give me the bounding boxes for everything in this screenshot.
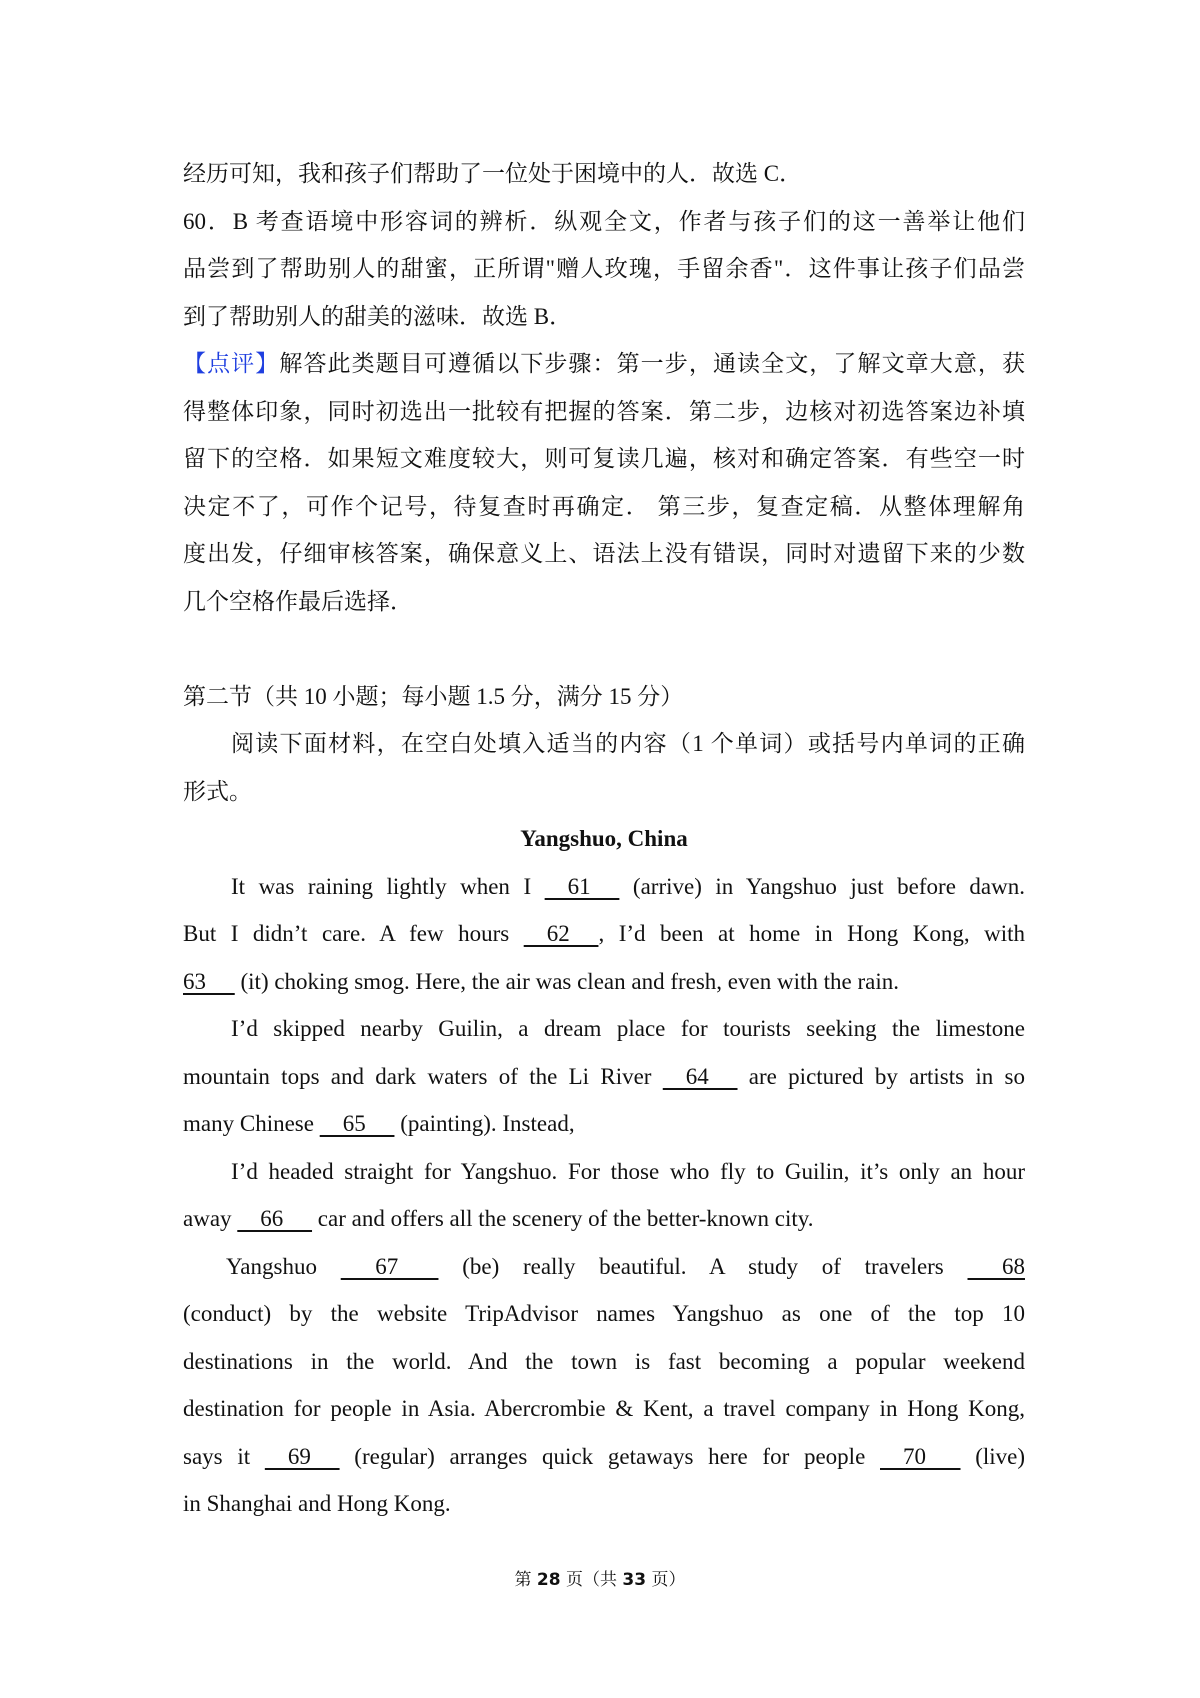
spacer [183, 625, 1025, 673]
passage-line: Yangshuo 67 (be) really beautiful. A study of travelers 68 [183, 1243, 1025, 1291]
current-page-number: 28 [536, 1570, 561, 1590]
passage-line: in Shanghai and Hong Kong. [183, 1491, 451, 1516]
answer-59-tail: 经历可知，我和孩子们帮助了一位处于困境中的人．故选 C． [183, 161, 803, 186]
passage-line: (conduct) by the website TripAdvisor names Yangshuo as one of the top 10 [183, 1301, 1025, 1326]
page-footer: 第 28 页（共 33 页） [514, 1570, 686, 1590]
section-instruction: 阅读下面材料，在空白处填入适当的内容（1 个单词）或括号内单词的正确 [231, 731, 1025, 756]
blank-63: 63 [183, 968, 235, 994]
passage-line: destination for people in Asia. Abercrombie & Kent, a travel company in Hong Kong, [183, 1396, 1025, 1421]
comment-line: 决定不了，可作个记号，待复查时再确定． 第三步，复查定稿．从整体理解角 [183, 493, 1025, 519]
blank-61: 61 [544, 873, 620, 899]
passage-line: It was raining lightly when I 61 (arrive) in Yangshuo just before dawn. [183, 863, 1025, 911]
passage-line: away 66 car and offers all the scenery of the better-known city. [183, 1195, 1025, 1243]
blank-70: 70 [880, 1443, 961, 1469]
blank-62: 62 [523, 921, 599, 946]
comment-line: 得整体印象，同时初选出一批较有把握的答案．第二步，边核对初选答案边补填 [183, 398, 1025, 424]
blank-65: 65 [319, 1111, 395, 1136]
passage-line: mountain tops and dark waters of the Li River 64 are pictured by artists in so [183, 1053, 1025, 1101]
passage-line: many Chinese 65 (painting). Instead, [183, 1100, 1025, 1148]
section-heading: 第二节（共 10 小题；每小题 1.5 分，满分 15 分） [183, 683, 684, 709]
comment-text: 解答此类题目可遵循以下步骤：第一步，通读全文，了解文章大意，获 [279, 351, 1026, 376]
answer-60-line: 品尝到了帮助别人的甜蜜，正所谓"赠人玫瑰，手留余香"．这件事让孩子们品尝 [183, 256, 1025, 281]
passage-line: I’d skipped nearby Guilin, a dream place for tourists seeking the limestone [231, 1016, 1025, 1041]
passage-line: I’d headed straight for Yangshuo. For those who fly to Guilin, it’s only an hour [231, 1158, 1025, 1184]
total-page-count: 33 [622, 1570, 647, 1590]
passage-title: Yangshuo, China [520, 826, 688, 851]
comment-label: 【点评】 [183, 351, 280, 376]
passage-line: But I didn’t care. A few hours 62 , I’d been at home in Hong Kong, with [183, 910, 1025, 958]
document-page [183, 150, 1025, 1528]
answer-60-line: 60．B 考查语境中形容词的辨析．纵观全文，作者与孩子们的这一善举让他们 [183, 208, 1025, 234]
blank-68: 68 [967, 1253, 1025, 1279]
passage-line: destinations in the world. And the town is fast becoming a popular weekend [183, 1348, 1025, 1374]
passage-line: says it 69 (regular) arranges quick getaways here for people 70 (live) [183, 1433, 1025, 1481]
comment-line: 度出发，仔细审核答案，确保意义上、语法上没有错误，同时对遗留下来的少数 [183, 541, 1025, 566]
comment-line [183, 340, 1025, 388]
answer-60-line: 到了帮助别人的甜美的滋味．故选 B． [183, 303, 573, 329]
comment-line: 几个空格作最后选择． [183, 588, 413, 614]
section-instruction: 形式。 [183, 778, 252, 804]
passage-line: 63 (it) choking smog. Here, the air was clean and fresh, even with the rain. [183, 958, 1025, 1006]
blank-66: 66 [237, 1206, 313, 1231]
blank-69: 69 [264, 1443, 340, 1469]
blank-67: 67 [340, 1253, 439, 1279]
comment-line: 留下的空格．如果短文难度较大，则可复读几遍，核对和确定答案．有些空一时 [183, 446, 1025, 471]
blank-64: 64 [662, 1063, 738, 1089]
